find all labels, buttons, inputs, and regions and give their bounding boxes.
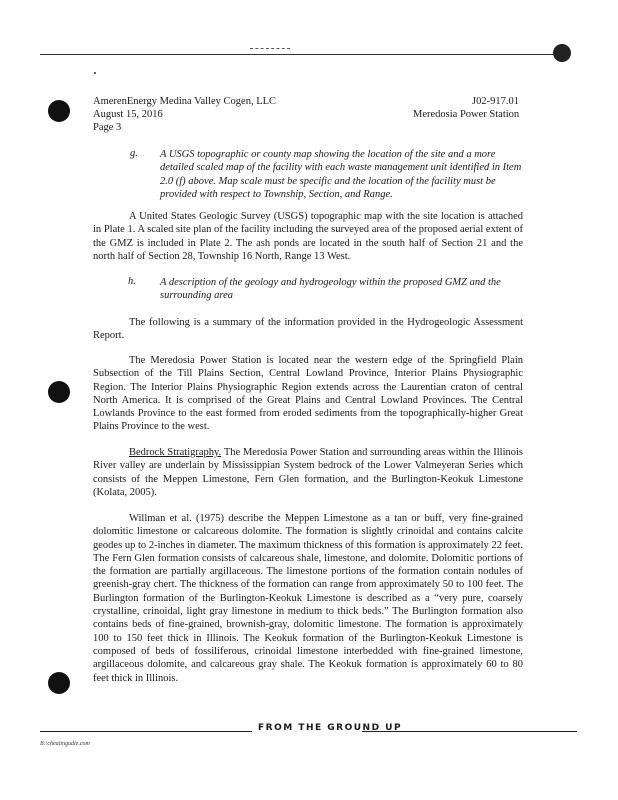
bedrock-heading: Bedrock Stratigraphy. — [129, 447, 222, 458]
item-g-letter: g. — [130, 148, 138, 159]
top-mark — [250, 48, 290, 53]
bedrock-text: The Meredosia Power Station and surrounding areas within the Illinois River valley are underlain by Mississippian System bedrock of the Lower Valmeyeran Series which consists of the Meppen Limestone, Fern Glen formation, and the Burlington-Keokuk Limestone (Kolata, 2005). — [93, 447, 524, 498]
footer-small-text: B:\cheatingudie.com — [40, 741, 90, 747]
header-station: Meredosia Power Station — [413, 109, 520, 120]
header-date: August 15, 2016 — [93, 109, 163, 120]
header-doc-number: J02-917.01 — [472, 96, 519, 107]
item-g-text: A USGS topographic or county map showing the location of the site and a more detailed scaled map of the facility with each waste management unit identified in Item 2.0 (f) above. Map scale must be specific and the location of the facility must be provided with respect to Township, Section, and Range. — [160, 149, 522, 200]
header-company: AmerenEnergy Medina Valley Cogen, LLC — [93, 96, 277, 107]
punch-hole-top — [48, 100, 70, 122]
footer-rule-right — [362, 731, 577, 732]
willman-paragraph: Willman et al. (1975) describe the Meppen Limestone as a tan or buff, very fine-grained dolomitic limestone or calcareous dolomite. The formation is slightly crinoidal and contains calcite geodes up to 2-inches in diameter. The maximum thickness of this formation is approximately 22 feet. The Fern Glen formation consists of calcareous shale, limestone, and dolomite. Dolomitic portions of the formation are partially argillaceous. The limestone portions of the formation contain nodules of greenish-gray chert. The thickness of the formation can range from approximately 50 to 100 feet. The Burlington formation of the Burlington-Keokuk Limestone is described as a “very pure, coarsely crystalline, crinoidal, light gray limestone in medium to thick beds.” The Burlington formation also contains beds of fine-grained, brownish-gray, dolomitic limestone. The formation is approximately 100 to 150 feet thick in Illinois. The Keokuk formation of the Burlington-Keokuk Limestone is composed of beds of fossiliferous, crinoidal limestone interbedded with fine-grained limestone, argillaceous dolomite, and calcareous gray shale. The Keokuk formation is approximately 60 to 80 feet thick in Illinois. — [93, 513, 523, 684]
bedrock-paragraph — [93, 446, 523, 499]
summary-paragraph: The following is a summary of the information provided in the Hydrogeologic Assessment Report. — [93, 317, 523, 342]
location-paragraph: The Meredosia Power Station is located near the western edge of the Springfield Plain Subsection of the Till Plains Section, Central Lowland Province, Interior Plains Physiographic Region. The Interior Plains Physiographic Region extends across the Laurentian craton of central North America. It is comprised of the Great Plains and Central Lowland Provinces. The Central Lowlands Province to the east formed from eroded sediments from the topographically-higher Great Plains Province to the west. — [93, 355, 523, 433]
footer-rule-left — [40, 731, 252, 732]
scan-speck — [94, 72, 96, 74]
punch-hole-bottom — [48, 672, 70, 694]
punch-hole-middle — [48, 381, 70, 403]
usgs-paragraph: A United States Geologic Survey (USGS) topographic map with the site location is attached in Plate 1. A scaled site plan of the facility including the surveyed area of the proposed aerial extent of the GMZ is included in Plate 2. The ash ponds are located in the south half of Section 21 and the north half of Section 28, Township 16 North, Range 13 West. — [93, 211, 523, 262]
item-h-letter: h. — [128, 276, 136, 287]
header-page: Page 3 — [93, 122, 122, 133]
item-h-text: A description of the geology and hydrogeology within the proposed GMZ and the surrounding area — [160, 277, 501, 302]
top-rule — [40, 54, 553, 55]
footer-slogan: FROM THE GROUND UP — [258, 723, 403, 733]
corner-mark — [553, 44, 571, 62]
